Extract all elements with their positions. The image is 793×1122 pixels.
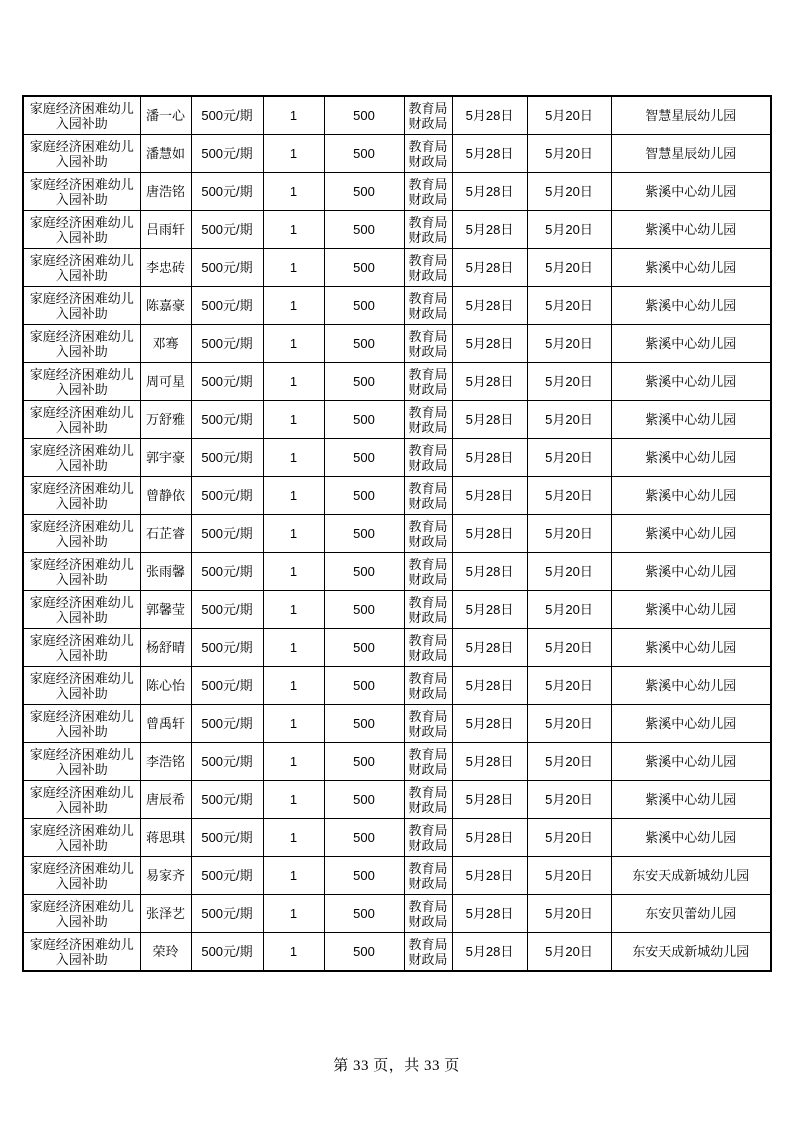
amount-cell: 500 [324,667,404,705]
table-body [23,96,771,971]
table-row [23,135,771,173]
count-cell: 1 [263,287,324,325]
date-approved-cell: 5月20日 [527,401,611,439]
date-approved-cell: 5月20日 [527,135,611,173]
standard-cell: 500元/期 [191,629,263,667]
count-cell: 1 [263,857,324,895]
department-cell: 教育局财政局 [404,249,452,287]
department-cell: 教育局财政局 [404,553,452,591]
table-row [23,933,771,972]
department-cell: 教育局财政局 [404,781,452,819]
kindergarten-cell: 紫溪中心幼儿园 [611,553,771,591]
kindergarten-cell: 紫溪中心幼儿园 [611,401,771,439]
standard-cell: 500元/期 [191,211,263,249]
count-cell: 1 [263,629,324,667]
amount-cell: 500 [324,439,404,477]
standard-cell: 500元/期 [191,705,263,743]
date-approved-cell: 5月20日 [527,477,611,515]
kindergarten-cell: 紫溪中心幼儿园 [611,629,771,667]
date-issued-cell: 5月28日 [452,857,527,895]
date-approved-cell: 5月20日 [527,363,611,401]
date-approved-cell: 5月20日 [527,287,611,325]
count-cell: 1 [263,895,324,933]
amount-cell: 500 [324,287,404,325]
kindergarten-cell: 紫溪中心幼儿园 [611,819,771,857]
date-issued-cell: 5月28日 [452,629,527,667]
date-approved-cell: 5月20日 [527,591,611,629]
count-cell: 1 [263,781,324,819]
count-cell: 1 [263,591,324,629]
date-approved-cell: 5月20日 [527,553,611,591]
amount-cell: 500 [324,96,404,135]
date-issued-cell: 5月28日 [452,781,527,819]
amount-cell: 500 [324,857,404,895]
date-approved-cell: 5月20日 [527,439,611,477]
date-issued-cell: 5月28日 [452,401,527,439]
amount-cell: 500 [324,705,404,743]
standard-cell: 500元/期 [191,857,263,895]
standard-cell: 500元/期 [191,933,263,972]
count-cell: 1 [263,325,324,363]
date-issued-cell: 5月28日 [452,477,527,515]
amount-cell: 500 [324,781,404,819]
table-row [23,211,771,249]
table-row [23,591,771,629]
date-approved-cell: 5月20日 [527,705,611,743]
date-issued-cell: 5月28日 [452,363,527,401]
date-approved-cell: 5月20日 [527,96,611,135]
child-name-cell: 曾静依 [140,477,191,515]
department-cell: 教育局财政局 [404,477,452,515]
child-name-cell: 蒋思琪 [140,819,191,857]
kindergarten-cell: 紫溪中心幼儿园 [611,173,771,211]
date-issued-cell: 5月28日 [452,553,527,591]
department-cell: 教育局财政局 [404,287,452,325]
department-cell: 教育局财政局 [404,325,452,363]
kindergarten-cell: 紫溪中心幼儿园 [611,667,771,705]
date-issued-cell: 5月28日 [452,705,527,743]
subsidy-type-cell: 家庭经济困难幼儿入园补助 [23,96,140,135]
amount-cell: 500 [324,933,404,972]
standard-cell: 500元/期 [191,249,263,287]
kindergarten-cell: 东安贝蕾幼儿园 [611,895,771,933]
department-cell: 教育局财政局 [404,135,452,173]
kindergarten-cell: 东安天成新城幼儿园 [611,857,771,895]
standard-cell: 500元/期 [191,287,263,325]
count-cell: 1 [263,515,324,553]
standard-cell: 500元/期 [191,553,263,591]
standard-cell: 500元/期 [191,135,263,173]
amount-cell: 500 [324,135,404,173]
table-row [23,515,771,553]
subsidy-type-cell: 家庭经济困难幼儿入园补助 [23,705,140,743]
subsidy-type-cell: 家庭经济困难幼儿入园补助 [23,325,140,363]
date-issued-cell: 5月28日 [452,591,527,629]
kindergarten-cell: 紫溪中心幼儿园 [611,743,771,781]
kindergarten-cell: 紫溪中心幼儿园 [611,211,771,249]
table-row [23,743,771,781]
child-name-cell: 李忠砖 [140,249,191,287]
subsidy-type-cell: 家庭经济困难幼儿入园补助 [23,591,140,629]
amount-cell: 500 [324,629,404,667]
date-issued-cell: 5月28日 [452,515,527,553]
amount-cell: 500 [324,325,404,363]
department-cell: 教育局财政局 [404,705,452,743]
child-name-cell: 邓骞 [140,325,191,363]
standard-cell: 500元/期 [191,895,263,933]
date-approved-cell: 5月20日 [527,249,611,287]
kindergarten-cell: 紫溪中心幼儿园 [611,249,771,287]
count-cell: 1 [263,401,324,439]
date-approved-cell: 5月20日 [527,515,611,553]
table-row [23,781,771,819]
department-cell: 教育局财政局 [404,401,452,439]
standard-cell: 500元/期 [191,363,263,401]
kindergarten-cell: 智慧星辰幼儿园 [611,135,771,173]
child-name-cell: 张泽艺 [140,895,191,933]
kindergarten-cell: 紫溪中心幼儿园 [611,515,771,553]
kindergarten-cell: 东安天成新城幼儿园 [611,933,771,972]
amount-cell: 500 [324,249,404,287]
kindergarten-cell: 紫溪中心幼儿园 [611,781,771,819]
child-name-cell: 周可星 [140,363,191,401]
subsidy-type-cell: 家庭经济困难幼儿入园补助 [23,173,140,211]
subsidy-type-cell: 家庭经济困难幼儿入园补助 [23,743,140,781]
subsidy-type-cell: 家庭经济困难幼儿入园补助 [23,439,140,477]
count-cell: 1 [263,743,324,781]
amount-cell: 500 [324,591,404,629]
department-cell: 教育局财政局 [404,591,452,629]
child-name-cell: 石芷睿 [140,515,191,553]
standard-cell: 500元/期 [191,96,263,135]
amount-cell: 500 [324,477,404,515]
department-cell: 教育局财政局 [404,363,452,401]
subsidy-type-cell: 家庭经济困难幼儿入园补助 [23,287,140,325]
count-cell: 1 [263,667,324,705]
standard-cell: 500元/期 [191,325,263,363]
count-cell: 1 [263,477,324,515]
date-issued-cell: 5月28日 [452,135,527,173]
date-issued-cell: 5月28日 [452,743,527,781]
date-issued-cell: 5月28日 [452,325,527,363]
count-cell: 1 [263,705,324,743]
count-cell: 1 [263,553,324,591]
count-cell: 1 [263,173,324,211]
amount-cell: 500 [324,895,404,933]
count-cell: 1 [263,96,324,135]
subsidy-type-cell: 家庭经济困难幼儿入园补助 [23,249,140,287]
date-approved-cell: 5月20日 [527,781,611,819]
child-name-cell: 易家齐 [140,857,191,895]
child-name-cell: 陈心怡 [140,667,191,705]
department-cell: 教育局财政局 [404,857,452,895]
table-row [23,287,771,325]
table-row [23,363,771,401]
count-cell: 1 [263,439,324,477]
department-cell: 教育局财政局 [404,515,452,553]
date-approved-cell: 5月20日 [527,933,611,972]
table-row [23,401,771,439]
child-name-cell: 潘一心 [140,96,191,135]
table-row [23,249,771,287]
standard-cell: 500元/期 [191,819,263,857]
date-issued-cell: 5月28日 [452,819,527,857]
kindergarten-cell: 紫溪中心幼儿园 [611,705,771,743]
date-approved-cell: 5月20日 [527,857,611,895]
count-cell: 1 [263,933,324,972]
amount-cell: 500 [324,515,404,553]
kindergarten-cell: 紫溪中心幼儿园 [611,477,771,515]
date-issued-cell: 5月28日 [452,173,527,211]
subsidy-type-cell: 家庭经济困难幼儿入园补助 [23,135,140,173]
subsidy-type-cell: 家庭经济困难幼儿入园补助 [23,629,140,667]
subsidy-table-container [22,95,772,972]
table-row [23,477,771,515]
date-issued-cell: 5月28日 [452,96,527,135]
date-issued-cell: 5月28日 [452,895,527,933]
child-name-cell: 潘慧如 [140,135,191,173]
subsidy-type-cell: 家庭经济困难幼儿入园补助 [23,553,140,591]
standard-cell: 500元/期 [191,781,263,819]
date-approved-cell: 5月20日 [527,211,611,249]
table-row [23,173,771,211]
child-name-cell: 唐辰希 [140,781,191,819]
child-name-cell: 张雨馨 [140,553,191,591]
kindergarten-cell: 紫溪中心幼儿园 [611,439,771,477]
subsidy-type-cell: 家庭经济困难幼儿入园补助 [23,857,140,895]
table-row [23,895,771,933]
kindergarten-cell: 紫溪中心幼儿园 [611,287,771,325]
subsidy-table [22,95,772,972]
date-approved-cell: 5月20日 [527,173,611,211]
kindergarten-cell: 紫溪中心幼儿园 [611,363,771,401]
standard-cell: 500元/期 [191,667,263,705]
department-cell: 教育局财政局 [404,667,452,705]
child-name-cell: 荣玲 [140,933,191,972]
amount-cell: 500 [324,211,404,249]
date-approved-cell: 5月20日 [527,895,611,933]
table-row [23,325,771,363]
department-cell: 教育局财政局 [404,895,452,933]
count-cell: 1 [263,363,324,401]
child-name-cell: 陈嘉豪 [140,287,191,325]
count-cell: 1 [263,819,324,857]
subsidy-type-cell: 家庭经济困难幼儿入园补助 [23,401,140,439]
department-cell: 教育局财政局 [404,743,452,781]
date-issued-cell: 5月28日 [452,211,527,249]
count-cell: 1 [263,249,324,287]
kindergarten-cell: 紫溪中心幼儿园 [611,591,771,629]
table-row [23,439,771,477]
amount-cell: 500 [324,553,404,591]
department-cell: 教育局财政局 [404,211,452,249]
table-row [23,629,771,667]
table-row [23,857,771,895]
standard-cell: 500元/期 [191,439,263,477]
date-issued-cell: 5月28日 [452,667,527,705]
standard-cell: 500元/期 [191,477,263,515]
department-cell: 教育局财政局 [404,819,452,857]
amount-cell: 500 [324,363,404,401]
subsidy-type-cell: 家庭经济困难幼儿入园补助 [23,363,140,401]
amount-cell: 500 [324,743,404,781]
subsidy-type-cell: 家庭经济困难幼儿入园补助 [23,933,140,972]
child-name-cell: 吕雨轩 [140,211,191,249]
table-row [23,705,771,743]
department-cell: 教育局财政局 [404,96,452,135]
child-name-cell: 唐浩铭 [140,173,191,211]
subsidy-type-cell: 家庭经济困难幼儿入园补助 [23,895,140,933]
department-cell: 教育局财政局 [404,439,452,477]
child-name-cell: 曾禹轩 [140,705,191,743]
standard-cell: 500元/期 [191,401,263,439]
child-name-cell: 万舒雅 [140,401,191,439]
department-cell: 教育局财政局 [404,173,452,211]
date-issued-cell: 5月28日 [452,287,527,325]
count-cell: 1 [263,211,324,249]
subsidy-type-cell: 家庭经济困难幼儿入园补助 [23,515,140,553]
date-issued-cell: 5月28日 [452,933,527,972]
child-name-cell: 郭馨莹 [140,591,191,629]
subsidy-type-cell: 家庭经济困难幼儿入园补助 [23,819,140,857]
subsidy-type-cell: 家庭经济困难幼儿入园补助 [23,211,140,249]
table-row [23,553,771,591]
amount-cell: 500 [324,401,404,439]
date-issued-cell: 5月28日 [452,249,527,287]
kindergarten-cell: 智慧星辰幼儿园 [611,96,771,135]
standard-cell: 500元/期 [191,515,263,553]
subsidy-type-cell: 家庭经济困难幼儿入园补助 [23,667,140,705]
amount-cell: 500 [324,173,404,211]
kindergarten-cell: 紫溪中心幼儿园 [611,325,771,363]
child-name-cell: 杨舒晴 [140,629,191,667]
standard-cell: 500元/期 [191,591,263,629]
standard-cell: 500元/期 [191,173,263,211]
child-name-cell: 李浩铭 [140,743,191,781]
table-row [23,96,771,135]
subsidy-type-cell: 家庭经济困难幼儿入园补助 [23,477,140,515]
standard-cell: 500元/期 [191,743,263,781]
count-cell: 1 [263,135,324,173]
amount-cell: 500 [324,819,404,857]
subsidy-type-cell: 家庭经济困难幼儿入园补助 [23,781,140,819]
child-name-cell: 郭宇豪 [140,439,191,477]
date-approved-cell: 5月20日 [527,325,611,363]
department-cell: 教育局财政局 [404,629,452,667]
table-row [23,819,771,857]
date-approved-cell: 5月20日 [527,629,611,667]
department-cell: 教育局财政局 [404,933,452,972]
date-issued-cell: 5月28日 [452,439,527,477]
date-approved-cell: 5月20日 [527,667,611,705]
page-footer: 第 33 页，共 33 页 [333,1058,460,1074]
table-row [23,667,771,705]
date-approved-cell: 5月20日 [527,743,611,781]
date-approved-cell: 5月20日 [527,819,611,857]
